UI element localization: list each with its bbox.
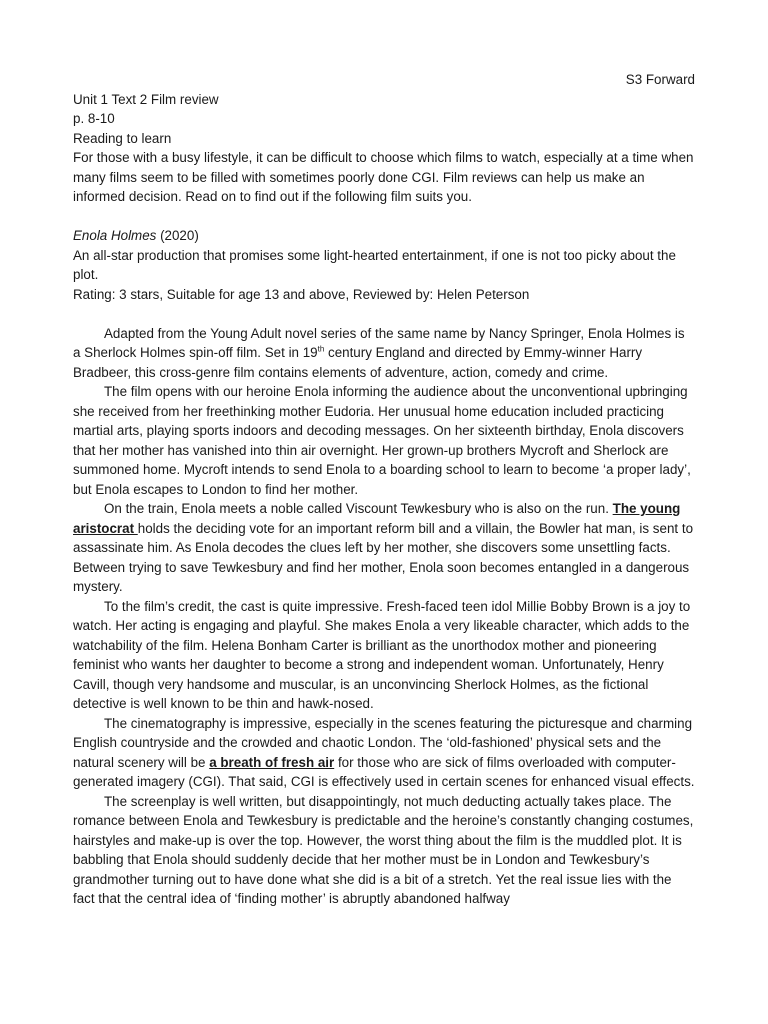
superscript: th [317,344,325,354]
highlighted-phrase: The young aristocrat [73,501,681,536]
document-page [73,70,695,909]
review-paragraph-2: The film opens with our heroine Enola informing the audience about the unconventional upbringing she received from her freethinking mother Eudoria. Her unusual home education included practicing martial arts, playing sports indoors and decoding messages. On her sixteenth birthday, Enola discovers that her mother has vanished into thin air overnight. Her grown-up brothers Mycroft and Sherlock are summoned home. Mycroft intends to send Enola to a boarding school to learn to become ‘a proper lady’, but Enola escapes to London to find her mother. [73,384,691,497]
review-paragraph-4: To the film’s credit, the cast is quite impressive. Fresh-faced teen idol Millie Bobby Brown is a joy to watch. Her acting is engaging and playful. She makes Enola a very likeable character, which adds to the watchability of the film. Helena Bonham Carter is brilliant as the unorthodox mother and pioneering feminist who wants her daughter to become a strong and independent woman. Unfortunately, Henry Cavill, though very handsome and muscular, is an unconvincing Sherlock Holmes, as the fictional detective is well known to be thin and hawk-nosed. [73,598,691,711]
film-rating: Rating: 3 stars, Suitable for age 13 and above, Reviewed by: Helen Peterson [73,286,530,302]
spacer [73,207,695,227]
review-paragraph-5 [73,714,695,792]
paragraph-text: On the train, Enola meets a noble called Viscount Tewkesbury who is also on the run. [104,501,613,516]
film-tagline: An all-star production that promises some light-hearted entertainment, if one is not too picky about the plot. [73,247,676,282]
course-label: S3 Forward [625,72,695,87]
film-title: Enola Holmes [73,228,157,243]
paragraph-text: The cinematography is impressive, especially in the scenes featuring the picturesque and charming English countryside and the crowded and chaotic London. The ‘old-fashioned’ physical sets and the natural scenery will be [73,715,693,770]
paragraph-text: Adapted from the Young Adult novel series of the same name by Nancy Springer, Enola Holmes is a Sherlock Holmes spin-off film. Set in 19 [73,325,685,360]
paragraph-text: century England and directed by Emmy-winner Harry Bradbeer, this cross-genre film contains elements of adventure, action, comedy and crime. [73,345,643,380]
review-paragraph-6: The screenplay is well written, but disappointingly, not much deducting actually takes place. The romance between Enola and Tewkesbury is predictable and the heroine’s constantly changing costumes, hairstyles and make-up is over the top. However, the worst thing about the film is the muddled plot. It is babbling that Enola should suddenly decide that her mother must be in London and Tewkesbury’s grandmother turning out to have done what she did is a bit of a stretch. Yet the real issue lies with the fact that the central idea of ‘finding mother’ is abruptly abandoned halfway [73,793,694,906]
film-title-line [73,226,695,246]
review-paragraph-1 [73,324,695,383]
film-year: (2020) [156,228,199,243]
review-paragraph-3 [73,499,695,597]
paragraph-text: holds the deciding vote for an important reform bill and a villain, the Bowler hat man, is sent to assassinate him. As Enola decodes the clues left by her mother, she discovers some unsettling facts. Between trying to save Tewkesbury and find her mother, Enola soon becomes entangled in a dangerous mystery. [73,520,694,594]
page-reference: p. 8-10 [73,111,115,126]
unit-title: Unit 1 Text 2 Film review [73,91,219,107]
highlighted-phrase: a breath of fresh air [209,754,335,770]
spacer [73,304,695,324]
intro-paragraph: For those with a busy lifestyle, it can be difficult to choose which films to watch, especially at a time when many films seem to be filled with sometimes poorly done CGI. Film reviews can help us make an informed decision. Read on to find out if the following film suits you. [73,150,694,204]
section-heading: Reading to learn [73,130,172,146]
paragraph-text: for those who are sick of films overloaded with computer-generated imagery (CGI). That said, CGI is effectively used in certain scenes for enhanced visual effects. [73,754,695,789]
